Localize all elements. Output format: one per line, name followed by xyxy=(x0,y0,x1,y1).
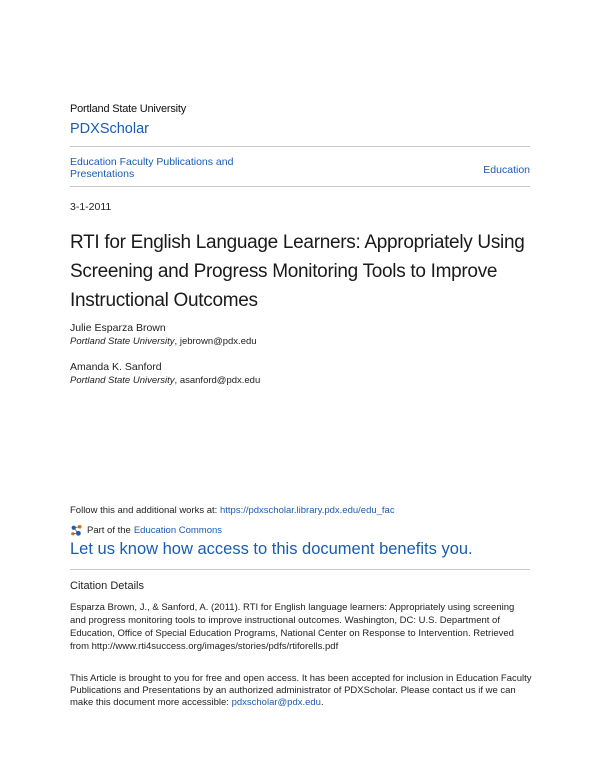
follow-prefix: Follow this and additional works at: xyxy=(70,505,220,516)
notice-end: . xyxy=(320,697,324,708)
author-affiliation xyxy=(70,336,257,347)
comma: , xyxy=(174,375,180,386)
commons-network-icon xyxy=(70,524,83,537)
author-name: Julie Esparza Brown xyxy=(70,322,166,334)
author-email[interactable]: jebrown@pdx.edu xyxy=(179,336,257,347)
feedback-link[interactable]: Let us know how access to this document benefits you. xyxy=(70,540,473,558)
author-email[interactable]: asanford@pdx.edu xyxy=(179,375,261,386)
contact-email-link[interactable]: pdxscholar@pdx.edu xyxy=(231,697,321,708)
comma: , xyxy=(174,336,180,347)
notice-text: This Article is brought to you for free and open access. It has been accepted for inclusion in Education Faculty Publications and Presentations by an authorized administrator of PDXScholar. Please contact us if we can make this document more accessible: xyxy=(70,673,532,708)
follow-line xyxy=(70,505,395,516)
author-institution: Portland State University xyxy=(70,375,175,386)
document-title: RTI for English Language Learners: Appropriately Using Screening and Progress Monitoring Tools to Improve Instructional Outcomes xyxy=(70,232,525,311)
publication-date: 3-1-2011 xyxy=(70,201,112,213)
citation-divider xyxy=(70,569,530,570)
part-of-line xyxy=(70,524,222,537)
author-block xyxy=(70,322,257,347)
author-name: Amanda K. Sanford xyxy=(70,361,162,373)
author-affiliation xyxy=(70,375,260,386)
author-block xyxy=(70,361,260,386)
university-name: Portland State University xyxy=(70,103,187,115)
education-commons-link[interactable]: Education Commons xyxy=(133,525,223,536)
access-notice xyxy=(70,673,532,709)
citation-text: Esparza Brown, J., & Sanford, A. (2011). RTI for English language learners: Appropriately using screening and progress monitoring tools to improve instructional outcomes. Washington, DC: U.S. Department of Education, Office of Special Education Programs, National Center on Response to Intervention. Retrieved from http://www.rti4success.org/images/stories/pdfs/rtiforells.pdf xyxy=(70,602,515,652)
part-of-prefix: Part of the xyxy=(87,525,131,536)
citation-heading: Citation Details xyxy=(70,580,144,592)
author-institution: Portland State University xyxy=(70,336,175,347)
collection-url-link[interactable]: https://pdxscholar.library.pdx.edu/edu_fac xyxy=(219,505,395,516)
series-link[interactable]: Education Faculty Publications and Presentations xyxy=(70,156,234,180)
department-link[interactable]: Education xyxy=(483,164,530,176)
repository-link[interactable]: PDXScholar xyxy=(70,121,149,137)
top-divider xyxy=(70,146,530,147)
header-divider xyxy=(70,186,530,187)
